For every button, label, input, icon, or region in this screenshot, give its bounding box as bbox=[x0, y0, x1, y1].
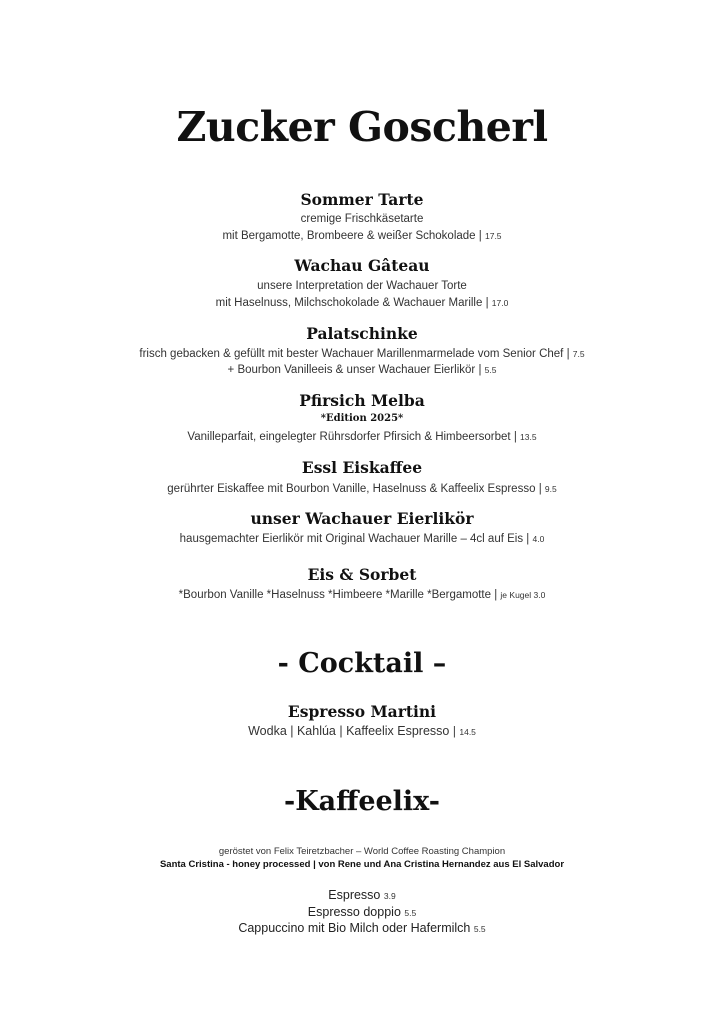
item-price: 13.5 bbox=[520, 432, 537, 442]
roaster-note: geröstet von Felix Teiretzbacher – World Coffee Roasting Champion bbox=[218, 846, 506, 857]
item-price: 17.5 bbox=[484, 231, 502, 241]
item-price: 4.0 bbox=[532, 534, 545, 544]
section-heading-cocktail: - Cocktail – bbox=[277, 648, 447, 679]
item-desc-line bbox=[0, 362, 724, 379]
item-desc-text: Vanilleparfait, eingelegter Rührsdorfer Pfirsich & Himbeersorbet bbox=[187, 431, 511, 443]
item-price: je Kugel 3.0 bbox=[500, 590, 546, 600]
price-separator: | bbox=[485, 297, 489, 309]
price-separator: | bbox=[538, 483, 542, 495]
price-separator: | bbox=[566, 348, 570, 360]
item-desc-line bbox=[0, 723, 724, 741]
section-heading-kaffeelix: -Kaffeelix- bbox=[283, 786, 441, 817]
price-separator: | bbox=[478, 230, 482, 242]
coffee-price: 5.5 bbox=[404, 908, 417, 918]
item-desc-line bbox=[0, 211, 724, 228]
item-desc-text: hausgemachter Eierlikör mit Original Wachauer Marille – 4cl auf Eis bbox=[179, 533, 524, 545]
item-title-palatschinke: Palatschinke bbox=[306, 324, 418, 343]
price-separator: | bbox=[526, 533, 530, 545]
item-price: 7.5 bbox=[572, 349, 585, 359]
coffee-price: 5.5 bbox=[473, 924, 486, 934]
item-desc-text: cremige Frischkäsetarte bbox=[300, 213, 424, 225]
item-desc-text: *Bourbon Vanille *Haselnuss *Himbeere *Marille *Bergamotte bbox=[178, 589, 492, 601]
coffee-name: Cappuccino mit Bio Milch oder Hafermilch bbox=[238, 921, 471, 935]
coffee-name: Espresso bbox=[328, 888, 381, 902]
item-title-pfirsich-melba: Pfirsich Melba bbox=[299, 391, 425, 410]
item-desc-text: mit Haselnuss, Milchschokolade & Wachauer Marille bbox=[215, 297, 483, 309]
item-desc-line bbox=[0, 429, 724, 446]
edition-label: *Edition 2025* bbox=[320, 413, 404, 424]
item-desc-text: mit Bergamotte, Brombeere & weißer Schokolade bbox=[222, 230, 476, 242]
item-title-eis-sorbet: Eis & Sorbet bbox=[307, 565, 417, 584]
item-price: 14.5 bbox=[459, 727, 476, 737]
item-title-eierlikoer: unser Wachauer Eierlikör bbox=[250, 509, 474, 528]
item-desc-line bbox=[0, 481, 724, 498]
item-price: 9.5 bbox=[544, 484, 557, 494]
coffee-price: 3.9 bbox=[383, 891, 396, 901]
item-desc-line bbox=[0, 228, 724, 245]
item-title-espresso-martini: Espresso Martini bbox=[287, 702, 437, 721]
item-desc-line bbox=[0, 531, 724, 548]
item-desc-text: frisch gebacken & gefüllt mit bester Wachauer Marillenmarmelade vom Senior Chef bbox=[139, 348, 564, 360]
item-desc-line bbox=[0, 587, 724, 604]
item-title-essl-eiskaffee: Essl Eiskaffee bbox=[301, 458, 423, 477]
item-desc-text: unsere Interpretation der Wachauer Torte bbox=[257, 280, 467, 292]
price-separator: | bbox=[494, 589, 498, 601]
coffee-name: Espresso doppio bbox=[307, 905, 401, 919]
coffee-item bbox=[0, 920, 724, 938]
item-price: 17.0 bbox=[491, 298, 509, 308]
item-desc-text: gerührter Eiskaffee mit Bourbon Vanille, Haselnuss & Kaffeelix Espresso bbox=[167, 483, 536, 495]
price-separator: | bbox=[478, 364, 482, 376]
item-desc-line bbox=[0, 346, 724, 363]
item-desc-line bbox=[0, 295, 724, 312]
price-separator: | bbox=[513, 431, 517, 443]
page-title: Zucker Goscherl bbox=[176, 103, 548, 151]
coffee-item bbox=[0, 887, 724, 905]
item-title-sommer-tarte: Sommer Tarte bbox=[300, 190, 424, 209]
origin-note: Santa Cristina - honey processed | von Rene und Ana Cristina Hernandez aus El Salvador bbox=[159, 859, 565, 870]
item-desc-text: + Bourbon Vanilleeis & unser Wachauer Eierlikör bbox=[227, 364, 476, 376]
item-title-wachau-gateau: Wachau Gâteau bbox=[294, 256, 430, 275]
item-desc-text: Wodka | Kahlúa | Kaffeelix Espresso bbox=[248, 724, 450, 738]
price-separator: | bbox=[452, 726, 456, 738]
item-desc-line bbox=[0, 278, 724, 295]
item-price: 5.5 bbox=[484, 365, 497, 375]
